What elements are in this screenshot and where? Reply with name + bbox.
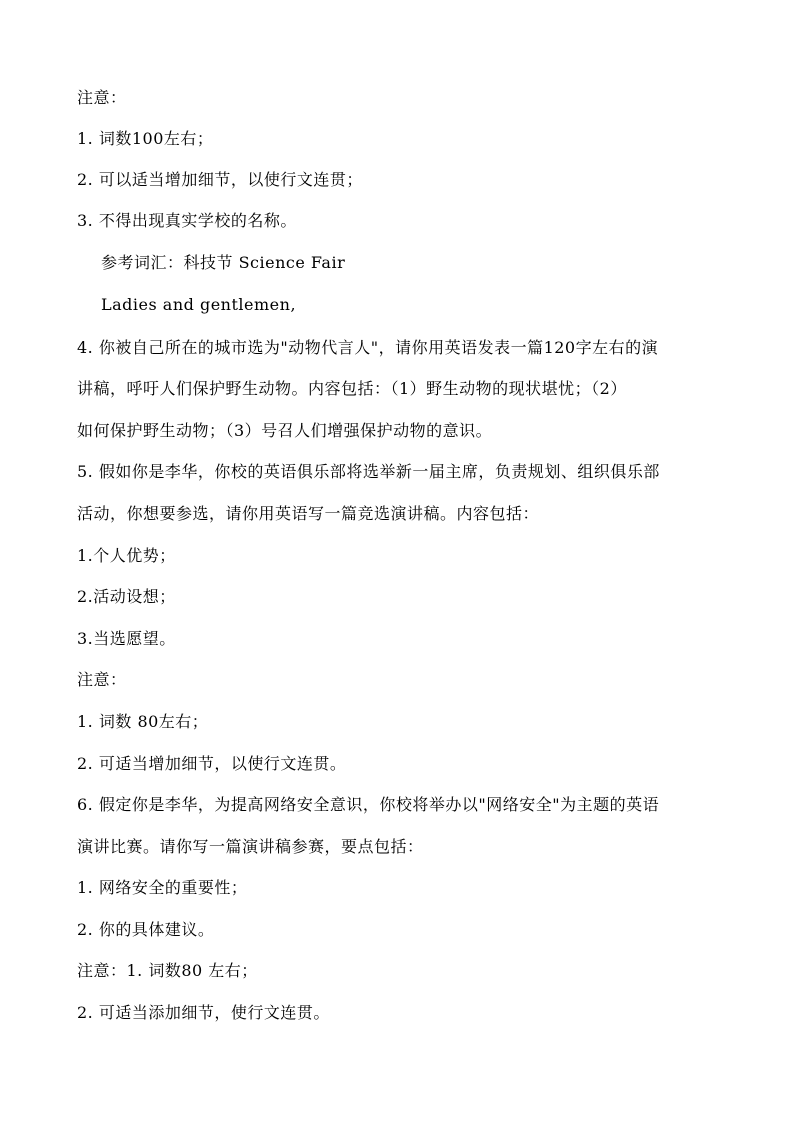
task-6-line-1: 6. 假定你是李华，为提高网络安全意识，你校将举办以"网络安全"为主题的英语 <box>77 795 660 814</box>
note-2-item-1: 1. 词数 80左右； <box>77 712 209 731</box>
note-3-item-2: 2. 可适当添加细节，使行文连贯。 <box>77 1003 330 1022</box>
note-heading-1: 注意： <box>77 88 127 107</box>
task-4-line-3: 如何保护野生动物；（3）号召人们增强保护动物的意识。 <box>77 421 493 440</box>
task-4-line-1: 4. 你被自己所在的城市选为"动物代言人"，请你用英语发表一篇120字左右的演 <box>77 338 659 357</box>
note-item-2: 2. 可以适当增加细节，以使行文连贯； <box>77 170 363 189</box>
task-6-point-1: 1. 网络安全的重要性； <box>77 878 248 897</box>
task-4-line-2: 讲稿，呼吁人们保护野生动物。内容包括：（1）野生动物的现状堪忧；（2） <box>77 379 627 398</box>
note-item-3: 3. 不得出现真实学校的名称。 <box>77 211 297 230</box>
note-3-item-1: 注意：1. 词数80 左右； <box>77 961 258 980</box>
task-5-point-1: 1.个人优势； <box>77 546 176 565</box>
task-6-point-2: 2. 你的具体建议。 <box>77 920 215 939</box>
task-6-line-2: 演讲比赛。请你写一篇演讲稿参赛，要点包括： <box>77 837 424 856</box>
note-item-1: 1. 词数100左右； <box>77 129 214 148</box>
task-5-line-1: 5. 假如你是李华，你校的英语俱乐部将选举新一届主席，负责规划、组织俱乐部 <box>77 462 660 481</box>
task-5-line-2: 活动，你想要参选，请你用英语写一篇竞选演讲稿。内容包括： <box>77 504 540 523</box>
task-5-point-2: 2.活动设想； <box>77 587 176 606</box>
note-2-item-2: 2. 可适当增加细节，以使行文连贯。 <box>77 754 347 773</box>
reference-vocabulary: 参考词汇：科技节 Science Fair <box>101 253 346 272</box>
note-heading-2: 注意： <box>77 670 127 689</box>
task-5-point-3: 3.当选愿望。 <box>77 629 176 648</box>
salutation-line: Ladies and gentlemen, <box>101 295 297 314</box>
